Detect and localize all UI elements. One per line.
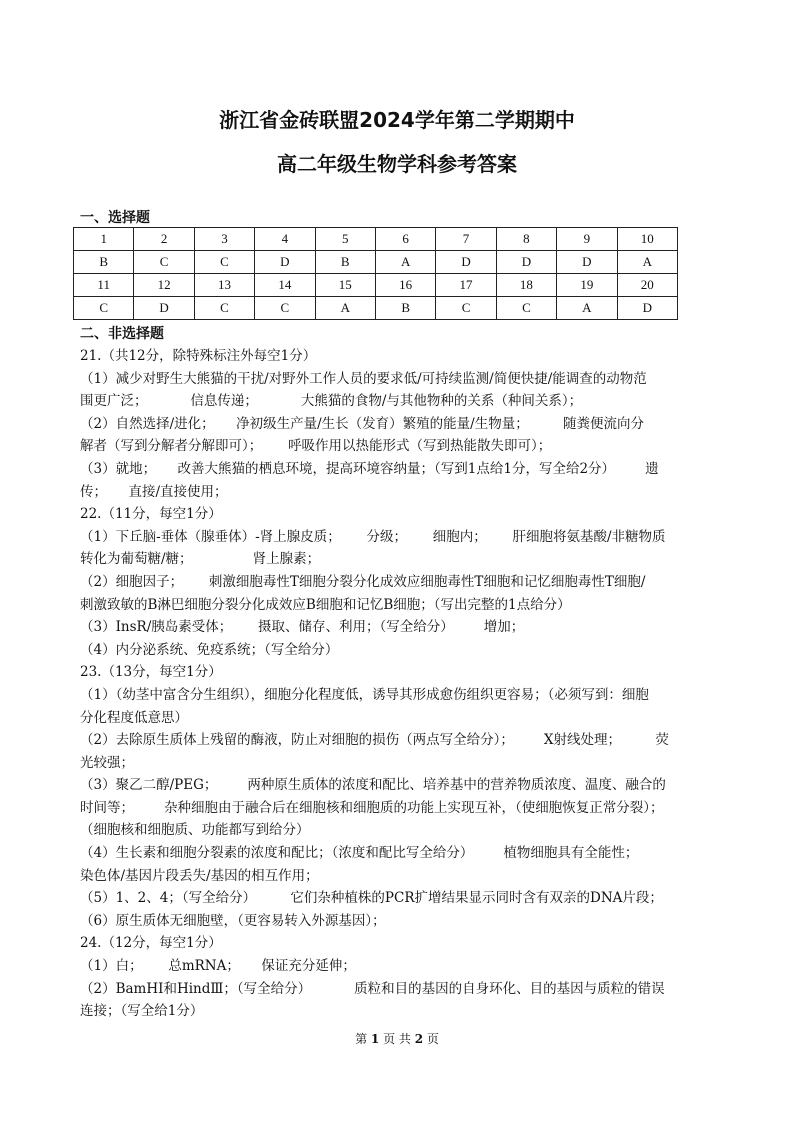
answer-line: （3）聚乙二醇/PEG； 两种原生质体的浓度和配比、培养基中的营养物质浓度、温度、融合的 (80, 777, 666, 794)
table-cell: A (617, 251, 677, 274)
answer-line: 连接；（写全给1分） (80, 1003, 204, 1020)
table-cell: 17 (436, 274, 496, 297)
table-cell: C (436, 297, 496, 320)
table-cell: 9 (557, 228, 617, 251)
table-row (74, 251, 678, 274)
table-cell: D (255, 251, 315, 274)
table-cell: 15 (315, 274, 375, 297)
table-cell: 14 (255, 274, 315, 297)
table-cell: C (496, 297, 556, 320)
answer-line: （3）InsR/胰岛素受体； 摄取、储存、利用；（写全给分） 增加； (80, 619, 525, 636)
answer-line: （4）生长素和细胞分裂素的浓度和配比；（浓度和配比写全给分） 植物细胞具有全能性； (80, 845, 639, 862)
table-cell: 18 (496, 274, 556, 297)
page-footer (0, 1030, 794, 1047)
table-cell: C (194, 251, 254, 274)
answer-line: 传； 直接/直接使用； (80, 483, 228, 500)
answer-line: （1）下丘脑-垂体（腺垂体）-肾上腺皮质； 分级； 细胞内； 肝细胞将氨基酸/非糖物质 (80, 528, 666, 545)
answer-body (80, 345, 720, 1023)
table-cell: 11 (74, 274, 134, 297)
answer-line: 23.（13分，每空1分） (80, 664, 222, 681)
answer-line: （2）细胞因子； 刺激细胞毒性T细胞分裂分化成效应细胞毒性T细胞和记忆细胞毒性T细胞/ (80, 573, 646, 590)
answer-line: 转化为葡萄糖/糖； 肾上腺素； (80, 551, 321, 568)
document-subtitle: 高二年级生物学科参考答案 (277, 152, 517, 176)
table-cell: 7 (436, 228, 496, 251)
table-cell: 16 (375, 274, 435, 297)
answer-line: （1）白； 总mRNA； 保证充分延伸； (80, 958, 356, 975)
table-cell: 10 (617, 228, 677, 251)
answer-table (73, 227, 678, 320)
table-cell: 1 (74, 228, 134, 251)
page-total: 2 (414, 1032, 424, 1046)
section-heading-choice: 一、选择题 (80, 210, 150, 226)
document-title: 浙江省金砖联盟2024学年第二学期期中 (219, 108, 575, 132)
table-row (74, 297, 678, 320)
table-cell: A (315, 297, 375, 320)
answer-line: （2）自然选择/进化； 净初级生产量/生长（发育）繁殖的能量/生物量； 随粪便流向分 (80, 415, 645, 432)
table-cell: 2 (134, 228, 194, 251)
table-cell: C (194, 297, 254, 320)
answer-line: 21.（共12分，除特殊标注外每空1分） (80, 348, 317, 364)
table-row (74, 274, 678, 297)
footer-middle: 页 共 (379, 1032, 415, 1046)
answer-line: 刺激致敏的B淋巴细胞分裂分化成效应B细胞和记忆B细胞；（写出完整的1点给分） (80, 596, 571, 613)
answer-line: 时间等； 杂种细胞由于融合后在细胞核和细胞质的功能上实现互补，（使细胞恢复正常分裂）； (80, 799, 664, 816)
table-cell: C (74, 297, 134, 320)
table-cell: B (74, 251, 134, 274)
answer-line: 24.（12分，每空1分） (80, 935, 222, 952)
table-cell: A (375, 251, 435, 274)
table-cell: B (315, 251, 375, 274)
answer-line: 光较强； (80, 754, 134, 771)
table-cell: C (134, 251, 194, 274)
table-cell: D (134, 297, 194, 320)
answer-line: （1）减少对野生大熊猫的干扰/对野外工作人员的要求低/可持续监测/简便快捷/能调查的动物范 (80, 370, 647, 387)
answer-line: （3）就地； 改善大熊猫的栖息环境，提高环境容纳量；（写到1点给1分，写全给2分） 遗 (80, 460, 659, 477)
answer-line: 分化程度低意思） (80, 709, 188, 726)
table-cell: 8 (496, 228, 556, 251)
answer-line: 解者（写到分解者分解即可）； 呼吸作用以热能形式（写到热能散失即可）； (80, 438, 552, 455)
answer-line: （5）1、2、4；（写全给分） 它们杂种植株的PCR扩增结果显示同时含有双亲的DNA片段； (80, 890, 663, 907)
table-cell: B (375, 297, 435, 320)
table-cell: 6 (375, 228, 435, 251)
table-cell: D (436, 251, 496, 274)
table-cell: D (496, 251, 556, 274)
footer-suffix: 页 (423, 1032, 439, 1046)
table-cell: 12 (134, 274, 194, 297)
answer-line: 22.（11分，每空1分） (80, 506, 222, 523)
answer-line: 染色体/基因片段丢失/基因的相互作用； (80, 867, 319, 884)
table-cell: 4 (255, 228, 315, 251)
answer-line: （6）原生质体无细胞壁，（更容易转入外源基因）； (80, 912, 386, 929)
table-cell: D (617, 297, 677, 320)
table-cell: D (557, 251, 617, 274)
table-cell: 13 (194, 274, 254, 297)
table-row (74, 228, 678, 251)
table-cell: 20 (617, 274, 677, 297)
answer-line: （4）内分泌系统、免疫系统；（写全给分） (80, 641, 339, 658)
table-cell: C (255, 297, 315, 320)
page-number: 1 (370, 1032, 380, 1046)
table-cell: 3 (194, 228, 254, 251)
answer-line: 围更广泛； 信息传递； 大熊猫的食物/与其他物种的关系（种间关系）； (80, 393, 583, 410)
answer-line: （2）去除原生质体上残留的酶液，防止对细胞的损伤（两点写全给分）； X射线处理； 荧 (80, 732, 669, 749)
answer-line: （2）BamHⅠ和HindⅢ；（写全给分） 质粒和目的基因的自身环化、目的基因与质粒的错误 (80, 980, 665, 997)
table-cell: 5 (315, 228, 375, 251)
footer-prefix: 第 (355, 1032, 371, 1046)
table-cell: A (557, 297, 617, 320)
section-heading-nonchoice: 二、非选择题 (80, 326, 164, 342)
table-cell: 19 (557, 274, 617, 297)
answer-line: （细胞核和细胞质、功能都写到给分） (80, 822, 310, 839)
answer-line: （1）（幼茎中富含分生组织），细胞分化程度低，诱导其形成愈伤组织更容易；（必须写到：细胞 (80, 686, 649, 703)
